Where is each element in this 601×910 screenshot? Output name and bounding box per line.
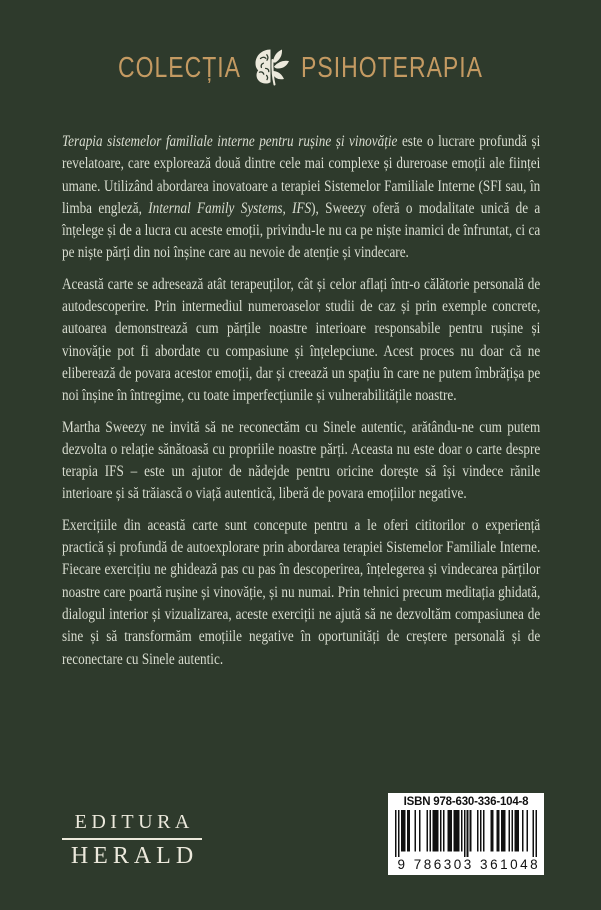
barcode-bars-svg <box>395 810 537 857</box>
description-paragraph-1: Terapia sistemelor familiale interne pentru rușine și vinovăție este o lucrare profundă și revelatoare, care explorează două dintre cele mai complexe și dureroase emoții ale ființei umane. Utilizând abordarea inovatoare a terapiei Sistemelor Familiale Interne (SFI sau, în limba engleză, Internal Family Systems, IFS), Sweezy oferă o modalitate unică de a înțelege și de a lucra cu aceste emoții, privindu-le nu ca pe niște inamici de înfruntat, ci ca pe niște părți din noi înșine care au nevoie de atenție și vindecare. <box>62 133 541 262</box>
collection-label: COLECȚIA <box>117 50 242 83</box>
barcode-digits: 9 786303 361048 <box>397 857 541 872</box>
isbn-barcode <box>388 793 544 875</box>
isbn-label: ISBN 978-630-336-104-8 <box>403 796 529 808</box>
description-paragraph-2: Această carte se adresează atât terapeuților, cât și celor aflați într-o călătorie personală de autodescoperire. Prin intermediul numeroaselor studii de caz și prin exemple concrete, autoarea demonstrează cum părțile noastre interioare responsabile pentru rușine și vinovăție pot fi abordate cu compasiune și înțelepciune. Acest proces nu doar că ne eliberează de povara acestor emoții, dar și creează un spațiu în care ne putem îmbrățișa pe noi înșine în întregime, cu toate imperfecțiunile și vulnerabilitățile noastre. <box>62 275 541 405</box>
publisher-name-top: EDITURA <box>74 811 194 833</box>
description-paragraph-4: Exercițiile din această carte sunt concepute pentru a le oferi cititorilor o experiență practică și profundă de autoexplorare prin abordarea terapiei Sistemelor Familiale Interne. Fiecare exercițiu ne ghidează pas cu pas în descoperirea, înțelegerea și vindecarea părților noastre care poartă rușine și vinovăție, și nu numai. Prin tehnici precum meditația ghidată, dialogul interior și vizualizarea, aceste exerciții ne ajută să ne dezvoltăm compasiunea de sine și să transformăm emoțiile negative în oportunități de creștere personală și de reconectare cu Sinele autentic. <box>62 516 541 668</box>
collection-name: PSIHOTERAPIA <box>301 50 483 83</box>
publisher-name-bottom: HERALD <box>70 843 199 869</box>
barcode-bars <box>395 810 537 857</box>
publisher-divider <box>62 838 202 840</box>
description-paragraph-3: Martha Sweezy ne invită să ne reconectăm cu Sinele autentic, arătându-ne cum putem dezvolta o relație sănătoasă cu propriile noastre părți. Aceasta nu este doar o carte despre terapia IFS – este un ajutor de nădejde pentru oricine dorește să își vindece rănile interioare și să trăiască o viață autentică, liberă de povara emoțiilor negative. <box>62 418 541 503</box>
back-cover-description <box>62 131 540 680</box>
brain-leaf-icon <box>251 46 291 88</box>
collection-header <box>0 44 601 90</box>
publisher-logo <box>62 811 202 870</box>
ifs-term-italic: Internal Family Systems, IFS <box>148 199 312 217</box>
book-title-italic: Terapia sistemelor familiale interne pentru rușine și vinovăție <box>62 133 398 150</box>
